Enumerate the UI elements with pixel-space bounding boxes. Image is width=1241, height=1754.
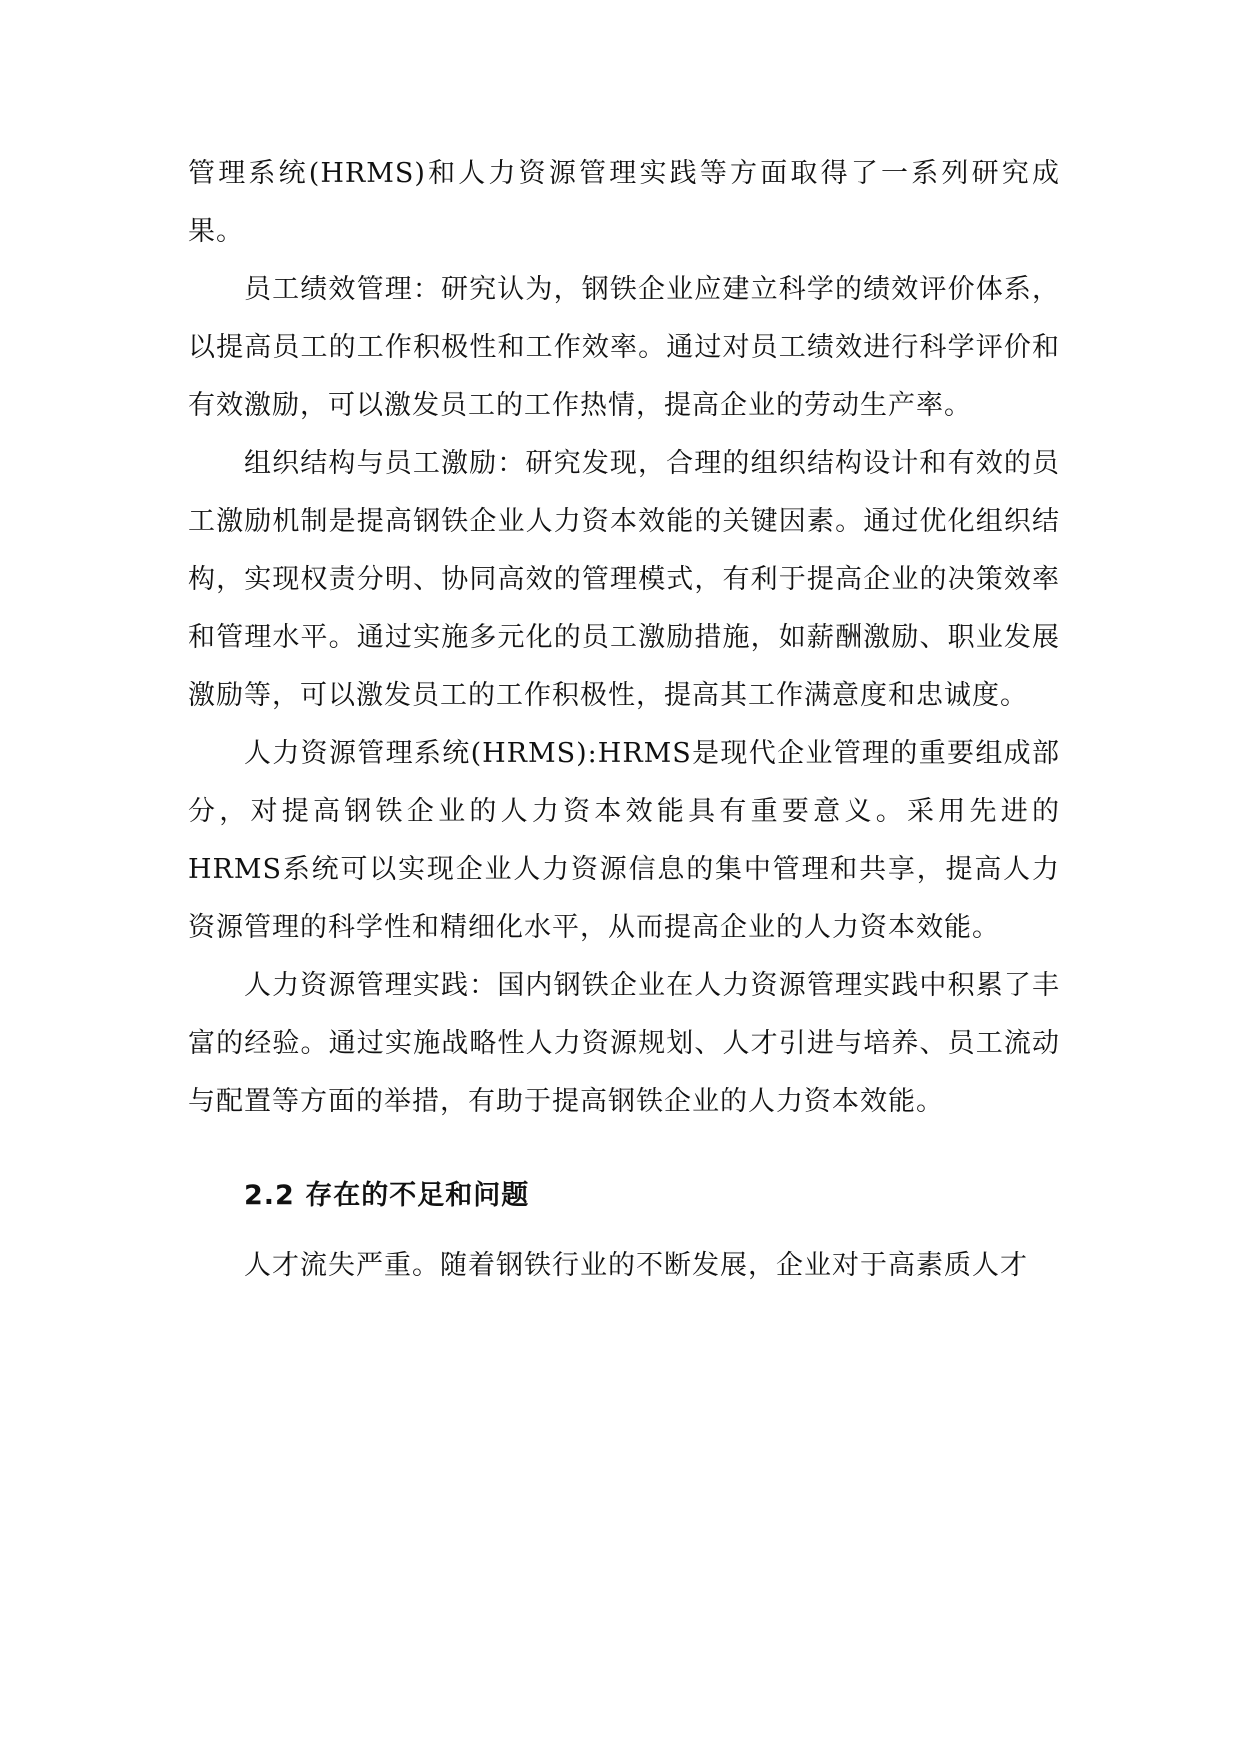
paragraph-continuation: 管理系统(HRMS)和人力资源管理实践等方面取得了一系列研究成果。	[188, 158, 1060, 247]
paragraph-organization-structure: 组织结构与员工激励：研究发现，合理的组织结构设计和有效的员工激励机制是提高钢铁企业人力资本效能的关键因素。通过优化组织结构，实现权责分明、协同高效的管理模式，有利于提高企业的决策效率和管理水平。通过实施多元化的员工激励措施，如薪酬激励、职业发展激励等，可以激发员工的工作积极性，提高其工作满意度和忠诚度。	[188, 448, 1060, 711]
paragraph-talent-loss: 人才流失严重。随着钢铁行业的不断发展，企业对于高素质人才	[244, 1250, 1028, 1281]
paragraph-hrms: 人力资源管理系统(HRMS):HRMS是现代企业管理的重要组成部分，对提高钢铁企业的人力资本效能具有重要意义。采用先进的HRMS系统可以实现企业人力资源信息的集中管理和共享，提高人力资源管理的科学性和精细化水平，从而提高企业的人力资本效能。	[188, 738, 1060, 943]
paragraph-hr-practice: 人力资源管理实践：国内钢铁企业在人力资源管理实践中积累了丰富的经验。通过实施战略性人力资源规划、人才引进与培养、员工流动与配置等方面的举措，有助于提高钢铁企业的人力资本效能。	[188, 970, 1060, 1117]
paragraph-performance-management: 员工绩效管理：研究认为，钢铁企业应建立科学的绩效评价体系，以提高员工的工作积极性和工作效率。通过对员工绩效进行科学评价和有效激励，可以激发员工的工作热情，提高企业的劳动生产率。	[188, 274, 1060, 421]
body-text	[188, 145, 1060, 1295]
section-heading: 2.2 存在的不足和问题	[244, 1180, 530, 1211]
